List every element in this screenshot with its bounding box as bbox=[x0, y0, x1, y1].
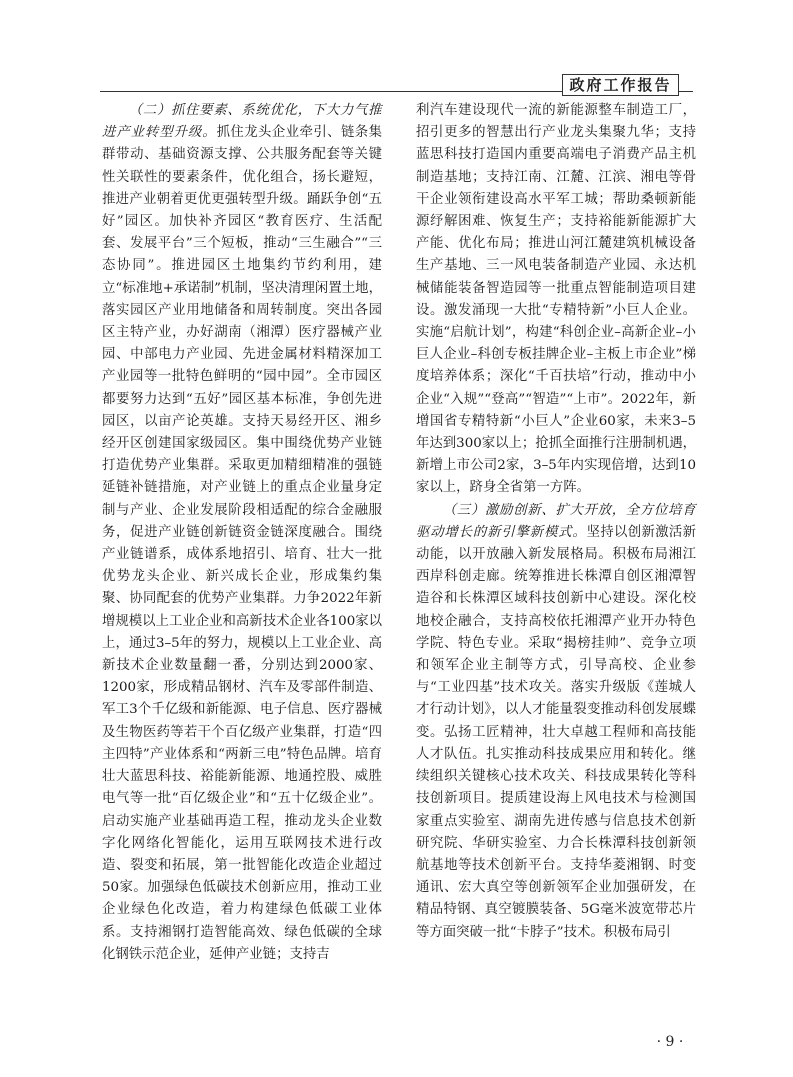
paragraph bbox=[102, 100, 382, 966]
left-column bbox=[102, 100, 382, 966]
section-title: 政府工作报告 bbox=[562, 74, 679, 96]
paragraph-body: 抓住龙头企业牵引、链条集群带动、基础资源支撑、公共服务配套等关键性关联性的要素条件，优化组合，扬长避短，推进产业朝着更优更强转型升级。踊跃争创“五好”园区。加快补齐园区“教育医疗、生活配套、发展平台”三个短板，推动“三生融合”“三态协同”。推进园区土地集约节约利用，建立“标准地+承诺制”机制，坚决清理闲置土地，落实园区产业用地储备和周转制度。突出各园区主特产业，办好湖南（湘潭）医疗器械产业园、中部电力产业园、先进金属材料精深加工产业园等一批特色鲜明的“园中园”。全市园区都要努力达到“五好”园区基本标准，争创先进园区，以亩产论英雄。支持天易经开区、湘乡经开区创建国家级园区。集中围绕优势产业链打造优势产业集群。采取更加精细精准的强链延链补链措施，对产业链上的重点企业量身定制与产业、企业发展阶段相适配的综合金融服务，促进产业链创新链资金链深度融合。围绕产业链谱系，成体系地招引、培育、壮大一批优势龙头企业、新兴成长企业，形成集约集聚、协同配套的优势产业集群。力争2022年新增规模以上工业企业和高新技术企业各100家以上，通过3–5年的努力，规模以上工业企业、高新技术企业数量翻一番，分别达到2000家、1200家，形成精品钢材、汽车及零部件制造、军工3个千亿级和新能源、电子信息、医疗器械及生物医药等若干个百亿级产业集群，打造“四主四特”产业体系和“两新三电”特色品牌。培育壮大蓝思科技、裕能新能源、地通控股、威胜电气等一批“百亿级企业”和“五十亿级企业”。启动实施产业基础再造工程，推动龙头企业数字化网络化智能化，运用互联网技术进行改造、裂变和拓展，第一批智能化改造企业超过50家。加强绿色低碳技术创新应用，推动工业企业绿色化改造，着力构建绿色低碳工业体系。支持湘钢打造智能高效、绿色低碳的全球化钢铁示范企业，延伸产业链；支持吉 bbox=[102, 125, 383, 962]
page-number: · 9 · bbox=[656, 1034, 684, 1050]
paragraph-lead: （三）激励创新、扩大开放，全方位培育驱动增长的新引擎新模式。 bbox=[416, 502, 696, 540]
paragraph-body: 坚持以创新激活新动能，以开放融入新发展格局。积极布局湘江西岸科创走廊。统筹推进长株潭自创区湘潭智造谷和长株潭区域科技创新中心建设。深化校地校企融合，支持高校依托湘潭产业开办特色学院、特色专业。采取“揭榜挂帅”、竞争立项和领军企业主制等方式，引导高校、企业参与“工业四基”技术攻关。落实升级版《莲城人才行动计划》，以人才能量裂变推动科创发展蝶变。弘扬工匠精神，壮大卓越工程师和高技能人才队伍。扎实推动科技成果应用和转化。继续组织关键核心技术攻关、科技成果转化等科技创新项目。提质建设海上风电技术与检测国家重点实验室、湖南先进传感与信息技术创新研究院、华研实验室、力合长株潭科技创新领航基地等技术创新平台。支持华菱湘钢、时变通讯、宏大真空等创新领军企业加强研发，在精品特钢、真空镀膜装备、5G毫米波宽带芯片等方面突破一批“卡脖子”技术。积极布局引 bbox=[416, 524, 697, 940]
right-column bbox=[416, 100, 696, 944]
paragraph-continued: 利汽车建设现代一流的新能源整车制造工厂，招引更多的智慧出行产业龙头集聚九华；支持蓝思科技打造国内重要高端电子消费产品主机制造基地；支持江南、江麓、江滨、湘电等骨干企业领衔建设高水平军工城；帮助桑顿新能源纾解困难、恢复生产；支持裕能新能源扩大产能、优化布局；推进山河江麓建筑机械设备生产基地、三一风电装备制造产业园、永达机械储能装备智造园等一批重点智能制造项目建设。激发涌现一大批“专精特新”小巨人企业。实施“启航计划”，构建“科创企业–高新企业–小巨人企业–科创专板挂牌企业–主板上市企业”梯度培养体系；深化“千百扶培”行动，推动中小企业“入规”“登高”“智造”“上市”。2022年，新增国省专精特新“小巨人”企业60家，未来3–5年达到300家以上；抢抓全面推行注册制机遇，新增上市公司2家，3–5年内实现倍增，达到10家以上，跻身全省第一方阵。 bbox=[416, 103, 696, 496]
paragraph-lead: （二）抓住要素、系统优化，下大力气推进产业转型升级。 bbox=[102, 103, 382, 141]
paragraph bbox=[416, 500, 696, 944]
